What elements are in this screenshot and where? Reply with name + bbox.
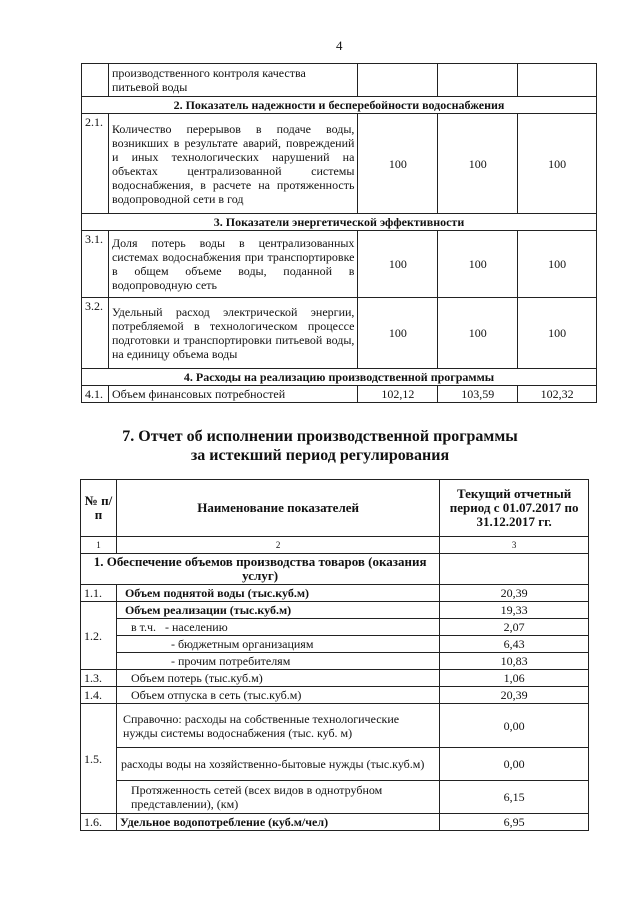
table-row: - прочим потребителям 10,83 [81,653,589,670]
table-header-row: № п/п Наименование показателей Текущий отчетный период с 01.07.2017 по 31.12.2017 гг. [81,480,589,537]
table-row: Протяженность сетей (всех видов в однотрубном представлении), (км) 6,15 [81,781,589,814]
table-row [82,64,597,97]
section-heading: 7. Отчет об исполнении производственной программы [122,428,518,445]
report-table [80,479,589,831]
table-row: расходы воды на хозяйственно-бытовые нужды (тыс.куб.м) 0,00 [81,748,589,781]
row-text: Удельный расход электрической энергии, потребляемой в технологическом процессе подготовки и транспортировки питьевой воды, на единицу объема воды [108,298,357,369]
table-row: 4.1. Объем финансовых потребностей 102,12 103,59 102,32 [82,386,597,403]
table-row: 1.4. Объем отпуска в сеть (тыс.куб.м) 20,39 [81,687,589,704]
table-row: 1.2. Объем реализации (тыс.куб.м) 19,33 [81,602,589,619]
table-row: в т.ч. - населению 2,07 [81,619,589,636]
table-row: 3.2. Удельный расход электрической энергии, потребляемой в технологическом процессе подготовки и транспортировки питьевой воды, на единицу объема воды 100 100 100 [82,298,597,369]
table-row: 2.1. Количество перерывов в подаче воды, возникших в результате аварий, повреждений и иных технологических нарушений на объектах централизованной системы водоснабжения, в расчете на протяженность водопроводной сети в год 100 100 100 [82,114,597,214]
section-header: 3. Показатели энергетической эффективности [82,214,597,231]
page-number: 4 [336,38,343,53]
table-row: - бюджетным организациям 6,43 [81,636,589,653]
row-text: производственного контроля качества питьевой воды [108,64,357,97]
table-row: 1.6. Удельное водопотребление (куб.м/чел) 6,95 [81,814,589,831]
row-text: Количество перерывов в подаче воды, возникших в результате аварий, повреждений и иных технологических нарушений на объектах централизованной системы водоснабжения, в расчете на протяженность водопроводной сети в год [108,114,357,214]
table-row: 1.3. Объем потерь (тыс.куб.м) 1,06 [81,670,589,687]
column-numbers: 1 2 3 [81,537,589,554]
table-row: 1.1. Объем поднятой воды (тыс.куб.м) 20,39 [81,585,589,602]
section-header: 4. Расходы на реализацию производственной программы [82,369,597,386]
section-subheading: за истекший период регулирования [190,447,450,464]
section-header: 1. Обеспечение объемов производства товаров (оказания услуг) [81,554,589,585]
row-text: Объем финансовых потребностей [108,386,357,403]
section-header: 2. Показатель надежности и бесперебойности водоснабжения [82,97,597,114]
indicators-table [81,63,597,403]
row-text: Доля потерь воды в централизованных системах водоснабжения при транспортировке в общем объеме воды, поданной в водопроводную сеть [108,231,357,298]
table-row: 3.1. Доля потерь воды в централизованных системах водоснабжения при транспортировке в общем объеме воды, поданной в водопроводную сеть 100 100 100 [82,231,597,298]
table-row: 1.5. Справочно: расходы на собственные технологические нужды системы водоснабжения (тыс. куб. м) 0,00 [81,704,589,748]
